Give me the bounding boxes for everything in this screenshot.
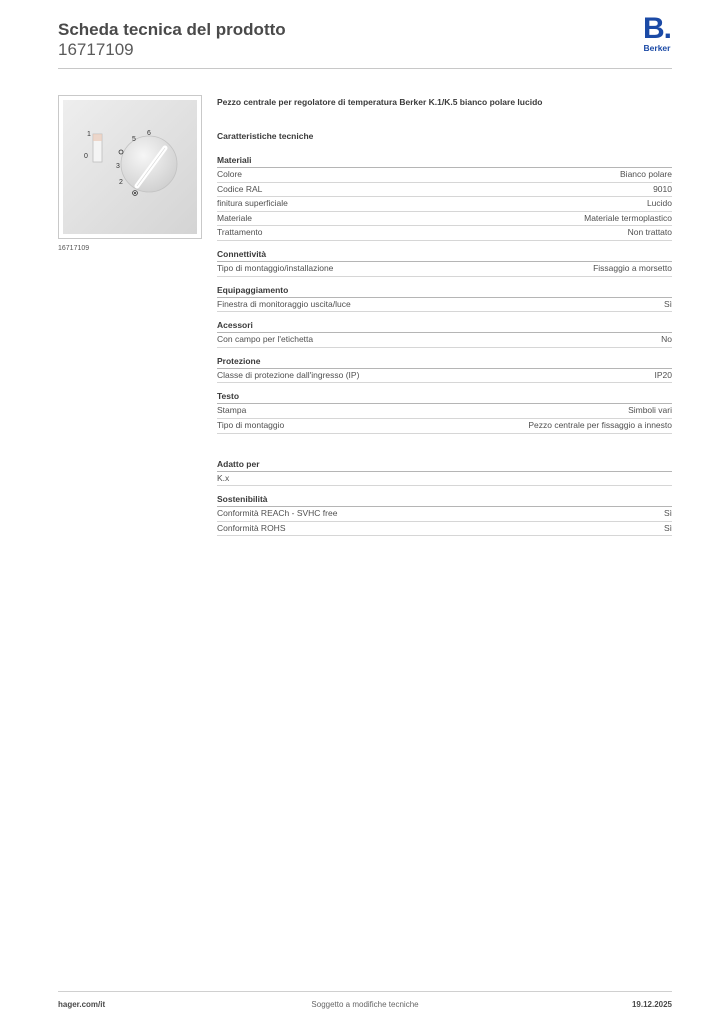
spec-label: Conformità REACh - SVHC free [217,508,338,519]
spec-section [217,319,672,348]
page-title: Scheda tecnica del prodotto [58,20,286,39]
product-code: 16717109 [58,40,134,59]
section-title: Testo [217,390,672,404]
spec-label: Tipo di montaggio/installazione [217,262,334,273]
dial-number-6: 6 [147,130,151,137]
spec-row [217,226,672,241]
logo-mark: B. [643,12,671,45]
spec-value: Bianco polare [620,169,672,179]
spec-label: Stampa [217,405,247,416]
spec-label: Conformità ROHS [217,522,286,533]
spec-label: finitura superficiale [217,198,288,209]
section-title: Protezione [217,355,672,369]
logo-name: Berker [643,43,671,53]
thermostat-illustration [59,96,201,238]
spec-value: Sì [663,508,672,519]
spec-value: Non trattato [627,227,672,238]
spec-section [217,154,672,241]
spec-value: Lucido [646,198,672,209]
spec-value: No [661,334,672,345]
spec-value: Pezzo centrale per fissaggio a innesto [528,419,672,430]
spec-row [217,212,672,227]
spec-sections [217,154,672,536]
section-title: Acessori [217,319,672,333]
spec-section [217,248,672,277]
section-title: Materiali [217,154,672,168]
header-divider [58,68,672,69]
spec-label: Codice RAL [217,183,263,194]
temperature-knob [121,136,177,192]
section-title: Adatto per [217,458,672,472]
switch-indicator [93,134,102,141]
berker-logo [640,12,674,53]
spec-row [217,507,672,522]
spec-section [217,390,672,433]
spec-content [217,96,672,536]
footer-date: 19.12.2025 [631,1000,672,1009]
spec-row [217,404,672,419]
spec-label: Tipo di montaggio [217,419,285,430]
spec-row [217,522,672,537]
spec-value: IP20 [654,369,672,380]
spec-label: Finestra di monitoraggio uscita/luce [217,298,351,309]
spec-section [217,284,672,313]
spec-label: Colore [217,169,243,179]
spec-value: Fissaggio a morsetto [593,262,672,273]
switch-label-0: 0 [84,153,88,160]
switch-label-1: 1 [87,131,91,138]
spec-value: Simboli vari [628,405,672,416]
spec-label: Classe di protezione dall'ingresso (IP) [217,369,360,380]
spec-section [217,493,672,536]
spec-row [217,333,672,348]
spec-heading: Caratteristiche tecniche [217,131,314,141]
dial-mark-min-dot [134,192,136,194]
spec-row [217,369,672,384]
footer-notice: Soggetto a modifiche tecniche [311,1000,419,1009]
spec-row [217,419,672,434]
spec-value: Sì [663,298,672,309]
spec-value: 9010 [653,183,672,194]
spec-row [217,298,672,313]
section-title: Connettività [217,248,672,262]
spec-label: Trattamento [217,227,263,238]
footer-website: hager.com/it [58,1000,106,1009]
spec-row [217,197,672,212]
dial-number-5: 5 [132,136,136,143]
dial-number-3: 3 [116,163,120,170]
product-image [58,95,202,239]
spec-row [217,183,672,198]
spec-value: Sì [663,522,672,533]
spec-section [217,458,672,487]
spec-section [217,355,672,384]
image-caption: 16717109 [58,245,90,252]
page-header [58,20,286,60]
spec-value: Materiale termoplastico [584,212,672,223]
section-title: Sostenibilità [217,493,672,507]
spec-row [217,472,672,487]
footer-divider [58,991,672,992]
dial-number-2: 2 [119,179,123,186]
spec-label: K.x [217,472,230,483]
spec-label: Materiale [217,212,252,223]
spec-row [217,262,672,277]
spec-label: Con campo per l'etichetta [217,334,314,345]
page-footer [58,994,672,1014]
section-title: Equipaggiamento [217,284,672,298]
product-name: Pezzo centrale per regolatore di temperatura Berker K.1/K.5 bianco polare lucido [217,97,543,107]
spec-row [217,168,672,183]
